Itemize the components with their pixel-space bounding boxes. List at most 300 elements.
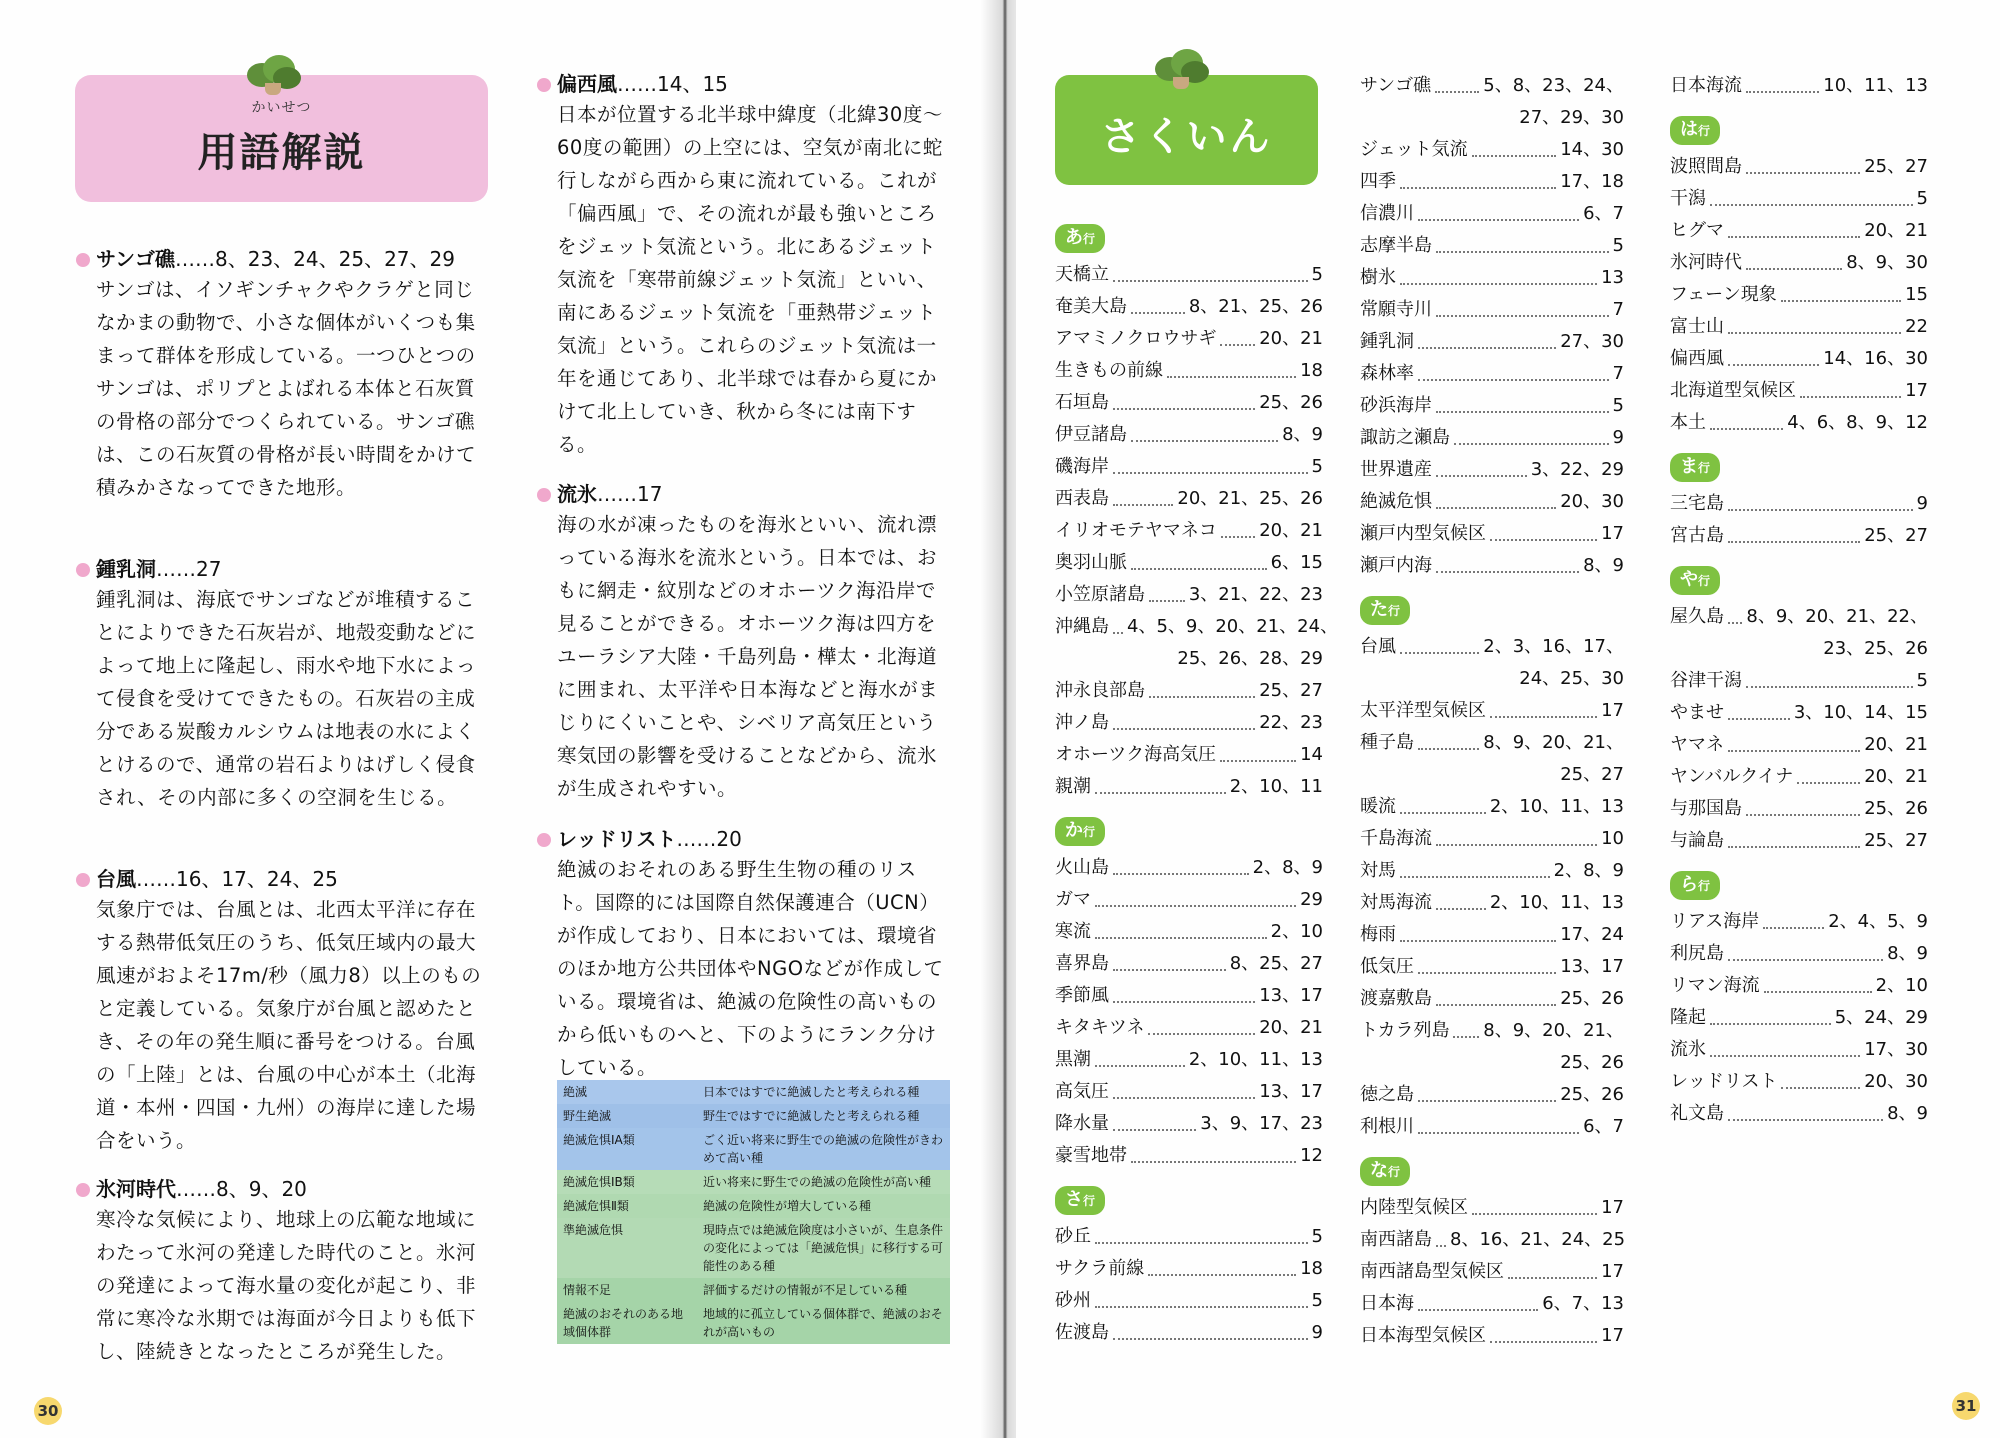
index-pages-continued: 27、29、30: [1519, 107, 1624, 128]
leader-dots: [1728, 718, 1790, 720]
leader-dots: [1763, 927, 1824, 929]
index-term: 火山島: [1055, 857, 1109, 878]
leader-dots: [1418, 1100, 1556, 1102]
index-pages: 2、10、11、13: [1188, 1049, 1323, 1070]
index-pages: 6、7: [1583, 203, 1624, 224]
index-entry: [1055, 1317, 1323, 1349]
leader-dots: [1746, 268, 1842, 270]
index-entry: [1055, 355, 1323, 387]
index-term: 富士山: [1670, 316, 1724, 337]
index-section: [1055, 803, 1323, 1172]
index-term: 瀬戸内海: [1360, 555, 1432, 576]
index-term: ヒグマ: [1670, 220, 1724, 241]
leader-dots: [1728, 846, 1860, 848]
index-pages: 3、22、29: [1530, 459, 1624, 480]
index-pages: 8、9: [1583, 555, 1624, 576]
index-section-badge: [1670, 453, 1720, 482]
index-term: 四季: [1360, 171, 1396, 192]
index-column-2: [1360, 70, 1624, 1352]
table-row: [557, 1302, 950, 1344]
index-term: 天橋立: [1055, 264, 1109, 285]
index-term: 南西諸島型気候区: [1360, 1261, 1504, 1282]
index-pages: 8、9: [1887, 1103, 1928, 1124]
leader-dots: [1131, 312, 1185, 314]
leader-dots: [1710, 428, 1783, 430]
index-pages: 4、6、8、9、12: [1787, 412, 1928, 433]
index-term: レッドリスト: [1670, 1071, 1778, 1092]
index-entry: [1055, 771, 1323, 803]
index-entry: [1670, 247, 1928, 279]
index-section: [1670, 857, 1928, 1130]
badge-kana: ま: [1680, 456, 1698, 477]
index-entry: [1360, 791, 1624, 823]
badge-suffix: 行: [1388, 1165, 1401, 1179]
index-pages: 8、9、20、21、: [1483, 1020, 1624, 1041]
index-entry: [1055, 852, 1323, 884]
index-header: [1055, 75, 1318, 185]
index-pages: 20、21: [1259, 1017, 1323, 1038]
index-entry: [1670, 183, 1928, 215]
leader-dots: [1728, 1119, 1883, 1121]
index-entry: [1670, 729, 1928, 761]
index-term: 利尻島: [1670, 943, 1724, 964]
index-section-badge: [1055, 817, 1105, 846]
index-entry: [1670, 279, 1928, 311]
bush-icon: [1151, 47, 1211, 91]
index-entry: [1055, 291, 1323, 323]
leader-dots: [1131, 440, 1278, 442]
index-pages: 5: [1916, 188, 1928, 209]
index-title: さくいん: [1100, 114, 1273, 160]
index-pages: 6、7、13: [1542, 1293, 1624, 1314]
leader-dots: [1728, 622, 1742, 624]
leader-dots: [1728, 332, 1901, 334]
index-pages: 14、16、30: [1823, 348, 1928, 369]
index-entry: [1055, 323, 1323, 355]
index-pages: 2、10、11、13: [1489, 796, 1624, 817]
index-section-badge: [1055, 224, 1105, 253]
index-pages-continued: 25、27: [1560, 764, 1624, 785]
index-pages: 29: [1300, 889, 1323, 910]
leader-dots: [1113, 632, 1123, 634]
red-list-category: 絶滅のおそれのある地域個体群: [563, 1307, 684, 1339]
index-entry: [1360, 1288, 1624, 1320]
index-entry: [1670, 407, 1928, 439]
index-term: 親潮: [1055, 776, 1091, 797]
index-entry: [1670, 343, 1928, 375]
badge-suffix: 行: [1083, 232, 1096, 246]
index-term: 沖永良部島: [1055, 680, 1145, 701]
index-entry: [1670, 520, 1928, 552]
index-term: 生きもの前線: [1055, 360, 1163, 381]
term-heading: [76, 1175, 486, 1203]
index-term: 対馬: [1360, 860, 1396, 881]
leader-dots: [1400, 187, 1556, 189]
leader-dots: [1220, 760, 1296, 762]
index-entry: [1360, 695, 1624, 727]
index-pages: 14: [1300, 744, 1323, 765]
index-entry: [1670, 601, 1928, 633]
index-pages: 3、10、14、15: [1793, 702, 1928, 723]
index-entry: [1360, 134, 1624, 166]
index-section-badge: [1670, 871, 1720, 900]
index-pages: 2、8、9: [1252, 857, 1323, 878]
index-pages: 25、26: [1560, 988, 1624, 1009]
index-pages: 25、27: [1864, 156, 1928, 177]
index-entry: [1360, 326, 1624, 358]
term-word: 氷河時代: [96, 1177, 176, 1201]
leader-dots: [1418, 1309, 1538, 1311]
index-entry: [1360, 230, 1624, 262]
table-row: [557, 1278, 950, 1302]
leader-dots: [1490, 1341, 1597, 1343]
leader-dots: [1095, 1242, 1308, 1244]
index-entry: [1360, 1224, 1624, 1256]
leader-dots: [1797, 782, 1860, 784]
leader-dots: [1221, 536, 1255, 538]
index-term: 森林率: [1360, 363, 1414, 384]
index-entry: [1360, 166, 1624, 198]
index-term: ジェット気流: [1360, 139, 1468, 160]
glossary-term: [537, 70, 947, 461]
index-entry: [1670, 215, 1928, 247]
index-entry: [1360, 887, 1624, 919]
leader-dots: [1800, 396, 1901, 398]
index-term: 日本海型気候区: [1360, 1325, 1486, 1346]
index-term: 季節風: [1055, 985, 1109, 1006]
index-pages: 17、18: [1560, 171, 1624, 192]
leader-dots: [1710, 1023, 1831, 1025]
leader-dots: [1436, 571, 1579, 573]
leader-dots: [1472, 1213, 1597, 1215]
term-description: 寒冷な気候により、地球上の広範な地域にわたって氷河の発達した時代のこと。氷河の発達によって海水量の変化が起こり、非常に寒冷な氷期では海面が今日よりも低下し、陸続きとなったところが発生した。: [96, 1208, 477, 1363]
badge-suffix: 行: [1388, 604, 1401, 618]
index-pages: 8、16、21、24、25: [1450, 1229, 1626, 1250]
index-entry: [1360, 454, 1624, 486]
index-term: ヤマネ: [1670, 734, 1724, 755]
index-pages: 17: [1601, 523, 1624, 544]
index-term: 干潟: [1670, 188, 1706, 209]
index-pages: 5: [1311, 1290, 1323, 1311]
index-entry: [1055, 387, 1323, 419]
index-section-badge: [1670, 116, 1720, 145]
index-entry: [1360, 70, 1624, 102]
red-list-description: 近い将来に野生での絶滅の危険性が高い種: [703, 1175, 932, 1189]
index-entry: [1055, 1285, 1323, 1317]
leader-dots: [1490, 716, 1597, 718]
leader-dots: [1728, 541, 1860, 543]
index-entry: [1360, 983, 1624, 1015]
index-entry: [1670, 1098, 1928, 1130]
index-entry: [1670, 1066, 1928, 1098]
index-pages: 18: [1300, 1258, 1323, 1279]
index-pages: 12: [1300, 1145, 1323, 1166]
index-term: 小笠原諸島: [1055, 584, 1145, 605]
red-list-category: 絶滅: [563, 1085, 588, 1099]
index-pages-continued: 25、26: [1560, 1052, 1624, 1073]
leader-dots: [1436, 411, 1609, 413]
index-term: イリオモテヤマネコ: [1055, 520, 1217, 541]
index-pages: 18: [1300, 360, 1323, 381]
index-entry: [1360, 1111, 1624, 1143]
index-term: 志摩半島: [1360, 235, 1432, 256]
leader-dots: [1400, 812, 1486, 814]
index-section: [1360, 1143, 1624, 1352]
leader-dots: [1149, 696, 1255, 698]
index-term: リアス海岸: [1670, 911, 1760, 932]
index-term: 樹氷: [1360, 267, 1396, 288]
table-row: [557, 1194, 950, 1218]
leader-dots: [1131, 1161, 1296, 1163]
term-heading: [76, 865, 486, 893]
leader-dots: [1436, 475, 1527, 477]
index-section: [1670, 70, 1928, 102]
red-list-table: [557, 1080, 950, 1344]
index-term: 内陸型気候区: [1360, 1197, 1468, 1218]
leader-dots: [1148, 1033, 1255, 1035]
index-term: 沖縄島: [1055, 616, 1109, 637]
index-term: 渡嘉敷島: [1360, 988, 1432, 1009]
index-term: 屋久島: [1670, 606, 1724, 627]
leader-dots: [1436, 1004, 1556, 1006]
term-heading: [537, 825, 947, 853]
index-term: 諏訪之瀬島: [1360, 427, 1450, 448]
glossary-title: 用語解説: [197, 130, 366, 176]
badge-suffix: 行: [1083, 1194, 1096, 1208]
term-description: サンゴは、イソギンチャクやクラゲと同じなかまの動物で、小さな個体がいくつも集まって群体を形成している。一つひとつのサンゴは、ポリプとよばれる本体と石灰質の骨格の部分でつくられている。サンゴ礁は、この石灰質の骨格が長い時間をかけて積みかさなってできた地形。: [96, 278, 477, 499]
term-pages: ……17: [597, 482, 663, 506]
leader-dots: [1436, 251, 1609, 253]
leader-dots: [1436, 315, 1609, 317]
index-entry: [1360, 390, 1624, 422]
index-section: [1670, 102, 1928, 439]
table-row: [557, 1170, 950, 1194]
leader-dots: [1436, 507, 1556, 509]
index-entry: [1360, 631, 1624, 663]
index-term: 南西諸島: [1360, 1229, 1432, 1250]
term-heading: [76, 245, 486, 273]
leader-dots: [1400, 652, 1479, 654]
leader-dots: [1418, 972, 1556, 974]
leader-dots: [1454, 443, 1609, 445]
red-list-category: 野生絶滅: [563, 1109, 612, 1123]
index-term: 降水量: [1055, 1113, 1109, 1134]
red-list-description: 日本ではすでに絶滅したと考えられる種: [703, 1085, 920, 1099]
index-term: やませ: [1670, 702, 1724, 723]
term-description: 絶滅のおそれのある野生生物の種のリスト。国際的には国際自然保護連合（UCN）が作成しており、日本においては、環境省のほか地方公共団体やNGOなどが作成している。環境省は、絶滅の危険性の高いものから低いものへと、下のようにランク分けしている。: [557, 858, 944, 1079]
index-section-badge: [1670, 566, 1720, 595]
index-term: 礼文島: [1670, 1103, 1724, 1124]
page-number-left: 30: [34, 1397, 62, 1425]
red-list-category: 絶滅危惧ⅠB類: [563, 1175, 635, 1189]
leader-dots: [1746, 686, 1913, 688]
leader-dots: [1113, 969, 1226, 971]
index-pages: 20、30: [1560, 491, 1624, 512]
leader-dots: [1095, 792, 1226, 794]
index-pages: 15: [1905, 284, 1928, 305]
index-column-3: [1670, 70, 1928, 1130]
index-term: 千島海流: [1360, 828, 1432, 849]
index-pages: 5: [1916, 670, 1928, 691]
badge-kana: か: [1065, 820, 1083, 841]
leader-dots: [1149, 600, 1185, 602]
index-pages: 9: [1612, 427, 1624, 448]
red-list-description: 地域的に孤立している個体群で、絶滅のおそれが高いもの: [703, 1307, 943, 1339]
glossary-term: [537, 825, 947, 1084]
index-term: 波照間島: [1670, 156, 1742, 177]
index-entry: [1055, 515, 1323, 547]
index-term: 谷津干潟: [1670, 670, 1742, 691]
badge-kana: な: [1370, 1160, 1388, 1181]
index-entry: [1055, 483, 1323, 515]
index-term: 対馬海流: [1360, 892, 1432, 913]
index-entry: [1055, 1044, 1323, 1076]
index-pages: 8、9、30: [1846, 252, 1928, 273]
index-pages: 20、21: [1864, 734, 1928, 755]
term-heading: [537, 480, 947, 508]
leader-dots: [1095, 1306, 1308, 1308]
term-heading: [537, 70, 947, 98]
index-term: 伊豆諸島: [1055, 424, 1127, 445]
term-pages: ……20: [676, 827, 742, 851]
leader-dots: [1095, 905, 1296, 907]
index-section: [1670, 552, 1928, 857]
index-pages: 13、17: [1259, 985, 1323, 1006]
index-term: 西表島: [1055, 488, 1109, 509]
index-entry: [1670, 311, 1928, 343]
index-entry: [1360, 855, 1624, 887]
index-pages: 10: [1601, 828, 1624, 849]
index-entry: [1055, 259, 1323, 291]
index-pages: 8、25、27: [1229, 953, 1323, 974]
index-entry: [1055, 1012, 1323, 1044]
leader-dots: [1113, 408, 1255, 410]
index-pages: 25、26: [1560, 1084, 1624, 1105]
index-entry: [1360, 1320, 1624, 1352]
index-pages: 6、7: [1583, 1116, 1624, 1137]
red-list-category: 絶滅危惧ⅠA類: [563, 1133, 635, 1147]
leader-dots: [1113, 504, 1173, 506]
bush-icon: [243, 53, 303, 97]
red-list-description: 絶滅の危険性が増大している種: [703, 1199, 872, 1213]
glossary-title-ruby: かいせつ: [251, 100, 312, 116]
index-section: [1360, 582, 1624, 1143]
badge-kana: た: [1370, 599, 1388, 620]
term-word: 台風: [96, 867, 136, 891]
leader-dots: [1418, 379, 1609, 381]
index-pages: 2、10、11、13: [1489, 892, 1624, 913]
index-entry: [1670, 151, 1928, 183]
index-section: [1360, 70, 1624, 582]
leader-dots: [1400, 940, 1556, 942]
term-pages: ……8、9、20: [176, 1177, 307, 1201]
term-word: 鍾乳洞: [96, 557, 156, 581]
index-pages: 22: [1905, 316, 1928, 337]
index-entry: [1360, 919, 1624, 951]
index-pages: 20、21: [1864, 220, 1928, 241]
index-pages: 8、9、20、21、: [1483, 732, 1624, 753]
index-term: キタキツネ: [1055, 1017, 1145, 1038]
leader-dots: [1148, 1274, 1296, 1276]
index-pages: 14、30: [1560, 139, 1624, 160]
index-pages-continued: 23、25、26: [1823, 638, 1928, 659]
index-entry: [1055, 884, 1323, 916]
index-term: 日本海: [1360, 1293, 1414, 1314]
index-term: 絶滅危惧: [1360, 491, 1432, 512]
index-pages: 5: [1311, 264, 1323, 285]
glossary-term: [76, 555, 486, 814]
term-word: レッドリスト: [557, 827, 677, 851]
index-entry: [1055, 547, 1323, 579]
leader-dots: [1113, 1338, 1308, 1340]
badge-kana: や: [1680, 569, 1698, 590]
index-term: 徳之島: [1360, 1084, 1414, 1105]
index-pages: 17: [1601, 1197, 1624, 1218]
leader-dots: [1436, 844, 1597, 846]
index-entry: [1360, 550, 1624, 582]
leader-dots: [1436, 1245, 1446, 1247]
index-entry: [1055, 948, 1323, 980]
term-word: 偏西風: [557, 72, 617, 96]
index-entry: [1670, 906, 1928, 938]
index-term: 豪雪地帯: [1055, 1145, 1127, 1166]
leader-dots: [1400, 876, 1550, 878]
index-entry: [1360, 486, 1624, 518]
index-entry: [1360, 951, 1624, 983]
glossary-term: [537, 480, 947, 805]
term-word: サンゴ礁: [96, 247, 175, 271]
index-entry: [1055, 675, 1323, 707]
index-entry: [1670, 1002, 1928, 1034]
leader-dots: [1113, 728, 1255, 730]
index-entry: [1670, 375, 1928, 407]
index-term: 流氷: [1670, 1039, 1706, 1060]
index-term: 氷河時代: [1670, 252, 1742, 273]
badge-suffix: 行: [1698, 124, 1711, 138]
index-pages: 25、27: [1864, 525, 1928, 546]
index-pages: 20、21: [1864, 766, 1928, 787]
index-section: [1670, 439, 1928, 552]
index-entry: [1055, 739, 1323, 771]
index-entry: [1360, 262, 1624, 294]
index-term: 鍾乳洞: [1360, 331, 1414, 352]
glossary-header: [75, 75, 488, 202]
index-term: 瀬戸内型気候区: [1360, 523, 1486, 544]
leader-dots: [1764, 991, 1872, 993]
leader-dots: [1746, 91, 1819, 93]
index-pages: 17: [1601, 1325, 1624, 1346]
leader-dots: [1728, 959, 1883, 961]
leader-dots: [1746, 172, 1860, 174]
red-list-category: 情報不足: [563, 1283, 612, 1297]
index-pages: 7: [1612, 363, 1624, 384]
index-term: ガマ: [1055, 889, 1091, 910]
leader-dots: [1400, 283, 1597, 285]
index-entry: [1670, 70, 1928, 102]
index-pages: 6、15: [1270, 552, 1323, 573]
badge-suffix: 行: [1698, 574, 1711, 588]
table-row: [557, 1080, 950, 1104]
index-term: 喜界島: [1055, 953, 1109, 974]
index-term: 梅雨: [1360, 924, 1396, 945]
index-pages: 20、21、25、26: [1177, 488, 1323, 509]
term-description: 海の水が凍ったものを海氷といい、流れ漂っている海氷を流氷という。日本では、おもに網走・紋別などのオホーツク海沿岸で見ることができる。オホーツク海は四方をユーラシア大陸・千島列島・樺太・北海道に囲まれ、太平洋や日本海などと海水がまじりにくいことや、シベリア高気圧という寒気団の影響を受けることなどから、流氷が生成されやすい。: [557, 513, 939, 800]
index-entry: [1360, 198, 1624, 230]
index-term: 暖流: [1360, 796, 1396, 817]
index-section: [1055, 1172, 1323, 1349]
index-pages: 8、21、25、26: [1188, 296, 1323, 317]
leader-dots: [1490, 539, 1597, 541]
